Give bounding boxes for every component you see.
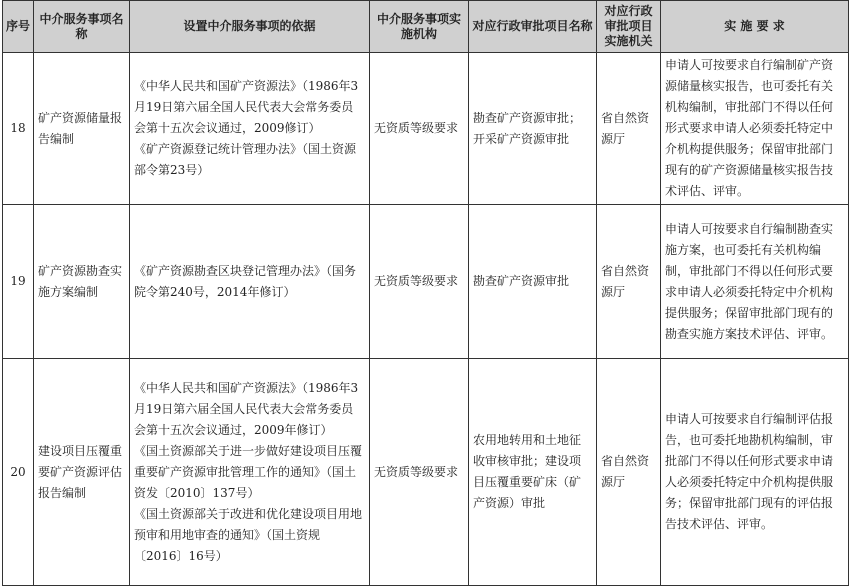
basis-item: 《国土资源部关于进一步做好建设项目压覆重要矿产资源审批管理工作的通知》（国土资发〔2010〕137号） — [134, 443, 363, 500]
agency: 无资质等级要求 — [370, 359, 469, 586]
table-row — [3, 205, 849, 359]
requirements: 申请人可按要求自行编制勘查实施方案，也可委托有关机构编制，审批部门不得以任何形式要求申请人必须委托特定中介机构提供服务；保留审批部门现有的勘查实施方案技术评估、评审。 — [661, 205, 849, 359]
basis-item: 《中华人民共和国矿产资源法》（1986年3月19日第六届全国人民代表大会常务委员会第十五次会议通过，2009修订） — [134, 79, 359, 135]
requirements: 申请人可按要求自行编制矿产资源储量核实报告，也可委托有关机构编制，审批部门不得以任何形式要求申请人必须委托特定中介机构提供服务；保留审批部门现有的矿产资源储量核实报告技术评估、评审。 — [661, 53, 849, 205]
agency: 无资质等级要求 — [370, 53, 469, 205]
basis-item: 《国土资源部关于改进和优化建设项目用地预审和用地审查的通知》（国土资规〔2016〕16号） — [134, 506, 363, 563]
requirements: 申请人可按要求自行编制评估报告，也可委托地勘机构编制，审批部门不得以任何形式要求申请人必须委托特定中介机构提供服务；保留审批部门现有的评估报告技术评估、评审。 — [661, 359, 849, 586]
header-basis: 设置中介服务事项的依据 — [130, 1, 370, 53]
header-approval-org: 对应行政审批项目实施机关 — [597, 1, 661, 53]
approval-org: 省自然资源厅 — [597, 359, 661, 586]
basis-item: 《矿产资源登记统计管理办法》（国土资源部令第23号） — [134, 142, 357, 177]
table-row — [3, 53, 849, 205]
row-number: 20 — [3, 359, 34, 586]
intermediary-services-table — [2, 0, 849, 586]
basis-cell — [130, 359, 370, 586]
service-name: 矿产资源勘查实施方案编制 — [34, 205, 130, 359]
approval-org: 省自然资源厅 — [597, 53, 661, 205]
basis-item: 《中华人民共和国矿产资源法》（1986年3月19日第六届全国人民代表大会常务委员会第十五次会议通过，2009年修订） — [134, 380, 359, 437]
header-requirements: 实 施 要 求 — [661, 1, 849, 53]
header-service-name: 中介服务事项名称 — [34, 1, 130, 53]
header-approval-item: 对应行政审批项目名称 — [469, 1, 597, 53]
service-name: 矿产资源储量报告编制 — [34, 53, 130, 205]
approval-org: 省自然资源厅 — [597, 205, 661, 359]
row-number: 19 — [3, 205, 34, 359]
table-row — [3, 359, 849, 586]
row-number: 18 — [3, 53, 34, 205]
approval-item: 勘查矿产资源审批；开采矿产资源审批 — [469, 53, 597, 205]
service-name: 建设项目压覆重要矿产资源评估报告编制 — [34, 359, 130, 586]
approval-item: 勘查矿产资源审批 — [469, 205, 597, 359]
basis-item: 《矿产资源勘查区块登记管理办法》（国务院令第240号，2014年修订） — [134, 263, 357, 299]
basis-cell — [130, 205, 370, 359]
table-header-row — [3, 1, 849, 53]
agency: 无资质等级要求 — [370, 205, 469, 359]
header-no: 序号 — [3, 1, 34, 53]
basis-cell — [130, 53, 370, 205]
header-agency: 中介服务事项实施机构 — [370, 1, 469, 53]
approval-item: 农用地转用和土地征收审核审批；建设项目压覆重要矿床（矿产资源）审批 — [469, 359, 597, 586]
